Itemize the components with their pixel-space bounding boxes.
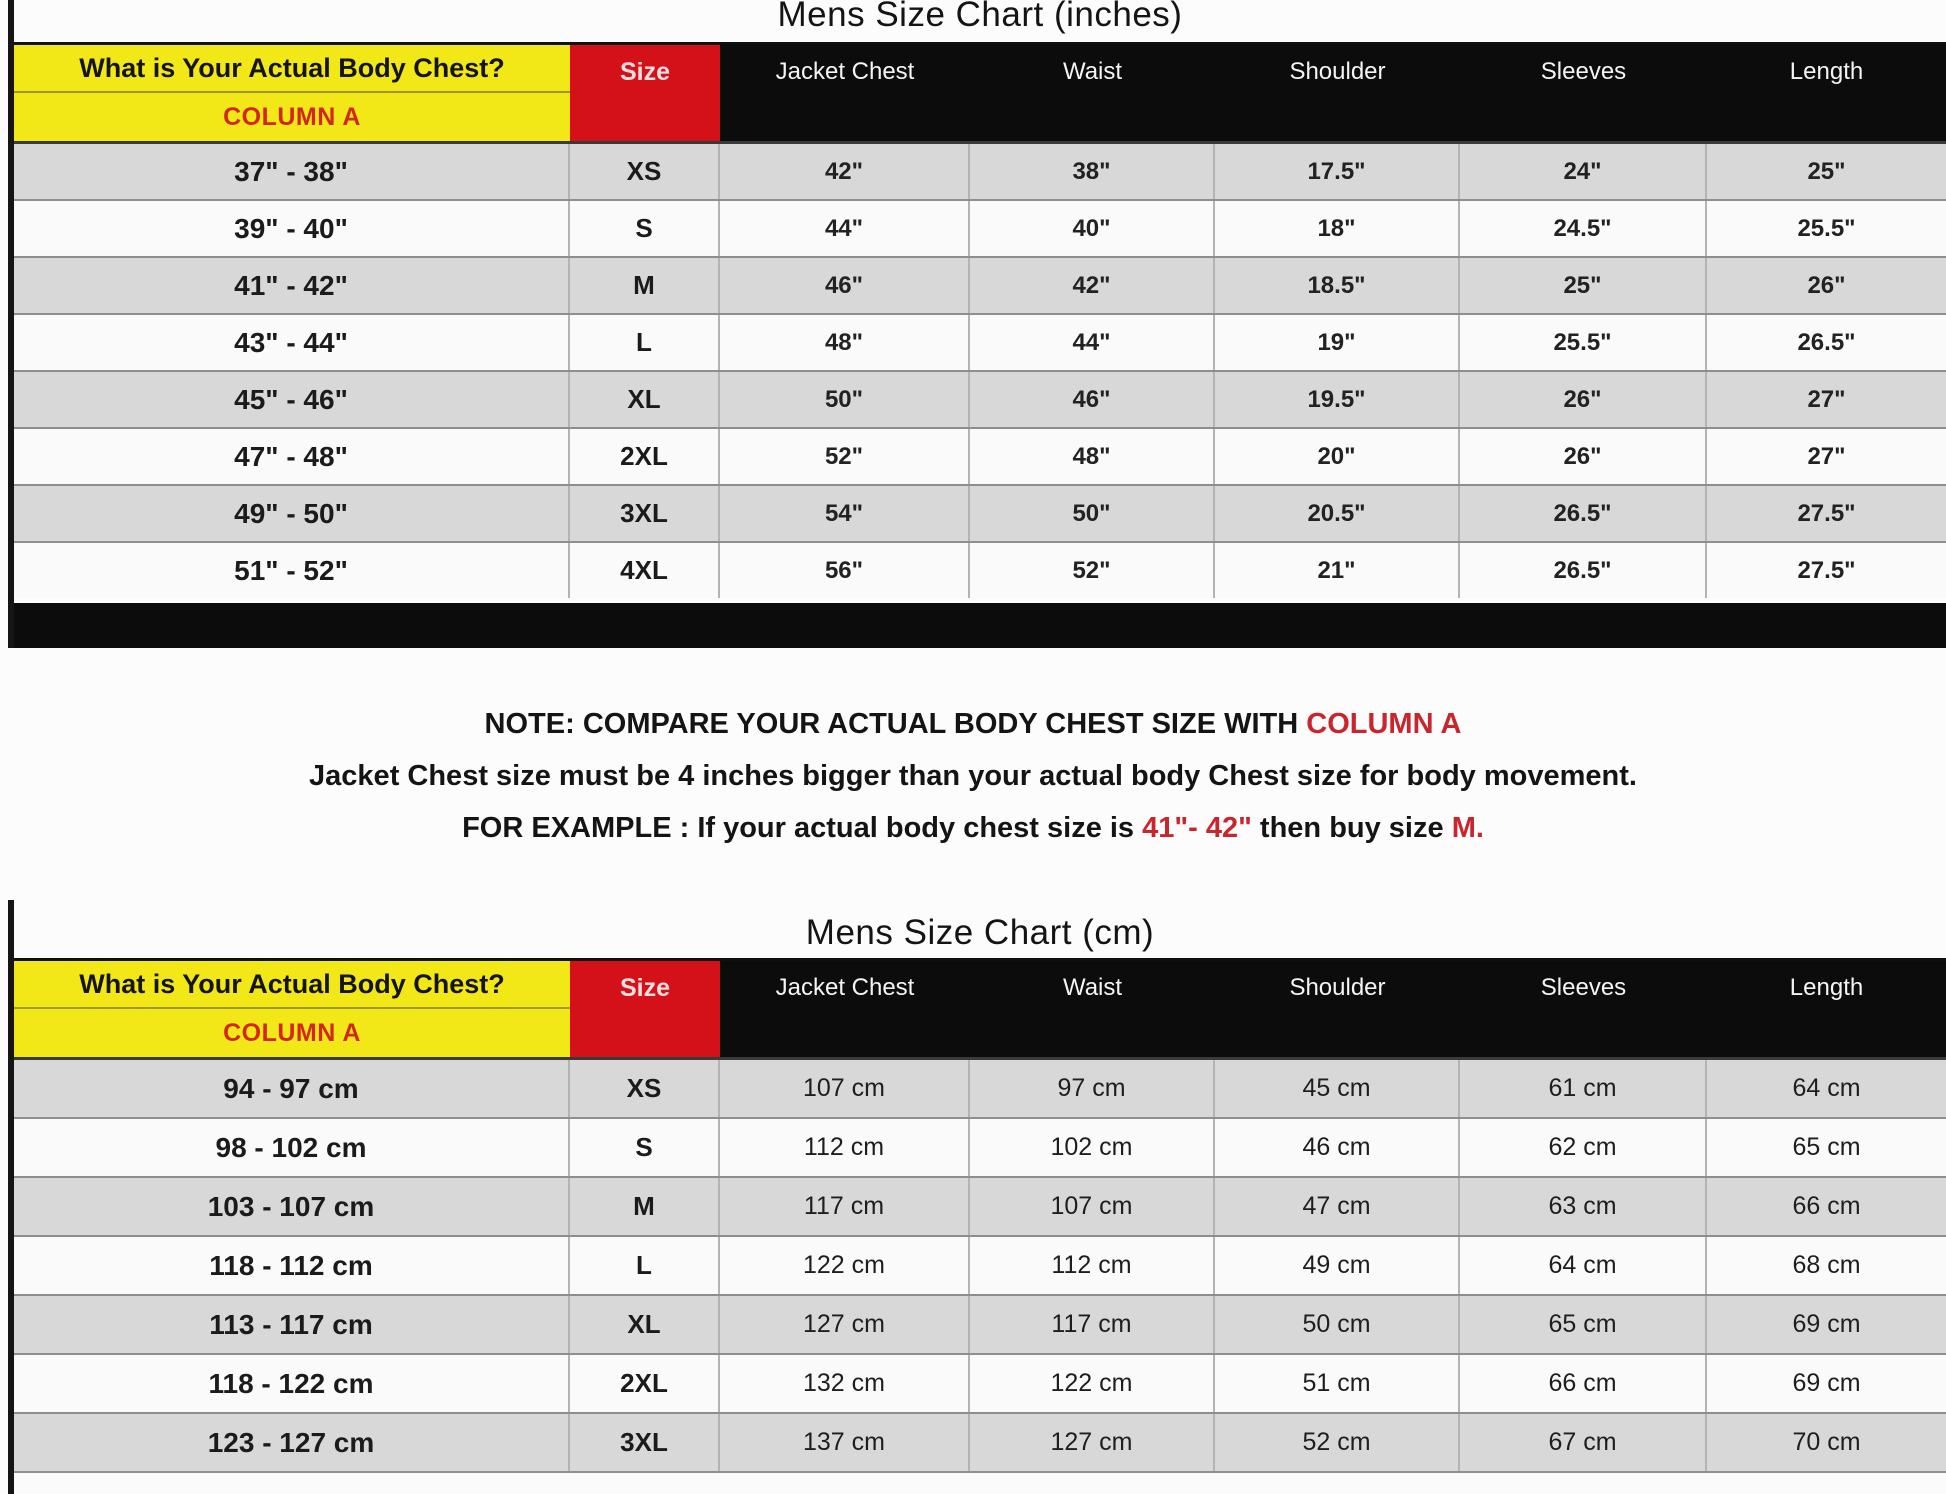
measurement-cell: 25" (1807, 157, 1846, 185)
measurement-cell: 26.5" (1797, 328, 1856, 356)
measurement-cell: 66 cm (1460, 1355, 1707, 1412)
chest-range-cell: 37" - 38" (14, 144, 570, 199)
size-cell: L (570, 315, 720, 370)
table-row (14, 1412, 1946, 1471)
measurement-cell: 20" (1215, 429, 1460, 484)
measurement-cell: 63 cm (1460, 1178, 1707, 1235)
body-chest-question: What is Your Actual Body Chest? (14, 961, 570, 1009)
measurement-cell: 26" (1460, 372, 1707, 427)
table-row (14, 1294, 1946, 1353)
measurement-cell: 26" (1460, 429, 1707, 484)
note-line-3-mid: then buy size (1251, 812, 1452, 844)
measurement-cell: 62 cm (1460, 1119, 1707, 1176)
note-section (0, 698, 1946, 854)
table-row (14, 370, 1946, 427)
measurement-cell: 27" (1807, 385, 1846, 413)
measurement-cell: 56" (720, 543, 970, 598)
column-header: Sleeves (1540, 974, 1627, 1001)
size-column-header: Size (570, 961, 720, 1057)
measurement-cell: 132 cm (720, 1355, 970, 1412)
table-row (14, 144, 1946, 199)
measurement-cell: 42" (970, 258, 1215, 313)
measurement-cell: 46" (720, 258, 970, 313)
measurement-cell: 64 cm (1792, 1074, 1861, 1102)
table-row (14, 1060, 1946, 1117)
measurement-cell: 122 cm (970, 1355, 1215, 1412)
note-line-1-text: NOTE: COMPARE YOUR ACTUAL BODY CHEST SIZE WITH (484, 708, 1307, 740)
measurement-cell: 44" (970, 315, 1215, 370)
note-line-3-size-letter: M. (1451, 812, 1484, 844)
measurement-cell: 52" (720, 429, 970, 484)
measurement-cell: 102 cm (970, 1119, 1215, 1176)
table-row (14, 256, 1946, 313)
size-cell: S (570, 201, 720, 256)
column-header: Sleeves (1540, 58, 1627, 85)
measurement-cell: 69 cm (1792, 1310, 1861, 1338)
measurement-cell: 52 cm (1215, 1414, 1460, 1471)
size-column-header: Size (570, 45, 720, 141)
column-header: Length (1789, 974, 1864, 1001)
measurement-cell: 66 cm (1792, 1192, 1861, 1220)
measurement-cell: 137 cm (720, 1414, 970, 1471)
measurement-cell: 117 cm (970, 1296, 1215, 1353)
measurement-cell: 127 cm (720, 1296, 970, 1353)
measurement-cell: 38" (970, 144, 1215, 199)
measurement-cell: 50 cm (1215, 1296, 1460, 1353)
chest-range-cell: 49" - 50" (14, 486, 570, 541)
chest-range-cell: 103 - 107 cm (14, 1178, 570, 1235)
size-cell: XL (570, 1296, 720, 1353)
note-line-2: Jacket Chest size must be 4 inches bigger than your actual body Chest size for body movement. (309, 760, 1637, 792)
chest-range-cell: 98 - 102 cm (14, 1119, 570, 1176)
column-header: Shoulder (1289, 974, 1386, 1001)
measurement-cell: 51 cm (1215, 1355, 1460, 1412)
measurement-cell: 65 cm (1792, 1133, 1861, 1161)
measurement-cell: 107 cm (720, 1060, 970, 1117)
size-cell: 4XL (570, 543, 720, 598)
column-header: Jacket Chest (775, 974, 915, 1001)
measurement-cell: 97 cm (970, 1060, 1215, 1117)
column-header: Waist (1062, 974, 1123, 1001)
column-a-label: COLUMN A (223, 102, 361, 131)
note-line-1 (0, 698, 1946, 750)
size-cell: M (570, 258, 720, 313)
measurement-cell: 112 cm (970, 1237, 1215, 1294)
clipped-bottom-row (14, 1471, 1946, 1494)
cm-chart-section (8, 900, 1946, 1494)
measurement-cell: 54" (720, 486, 970, 541)
chest-range-cell: 123 - 127 cm (14, 1414, 570, 1471)
table-bottom-bar (14, 603, 1946, 648)
measurement-cell: 25.5" (1797, 214, 1856, 242)
chest-range-cell: 118 - 112 cm (14, 1237, 570, 1294)
measurement-cell: 27" (1807, 442, 1846, 470)
cm-table-header (14, 958, 1946, 1057)
chest-range-cell: 39" - 40" (14, 201, 570, 256)
measurement-cell: 70 cm (1792, 1428, 1861, 1456)
column-header: Length (1789, 58, 1864, 85)
column-header: Shoulder (1289, 58, 1386, 85)
measurement-cell: 46" (970, 372, 1215, 427)
size-cell: M (570, 1178, 720, 1235)
measurement-cell: 20.5" (1215, 486, 1460, 541)
measurement-column-headers (720, 961, 1946, 1057)
measurement-cell: 48" (970, 429, 1215, 484)
table-row (14, 427, 1946, 484)
table-row (14, 1176, 1946, 1235)
measurement-cell: 47 cm (1215, 1178, 1460, 1235)
measurement-cell: 50" (970, 486, 1215, 541)
measurement-cell: 50" (720, 372, 970, 427)
size-cell: XL (570, 372, 720, 427)
measurement-cell: 46 cm (1215, 1119, 1460, 1176)
measurement-cell: 122 cm (720, 1237, 970, 1294)
inches-table-header (14, 42, 1946, 141)
cm-title-strip (14, 900, 1946, 958)
measurement-cell: 21" (1215, 543, 1460, 598)
measurement-cell: 67 cm (1460, 1414, 1707, 1471)
body-chest-question-cell (14, 45, 570, 141)
measurement-cell: 25" (1460, 258, 1707, 313)
measurement-cell: 127 cm (970, 1414, 1215, 1471)
note-line-3-size-range: 41"- 42" (1142, 812, 1252, 844)
measurement-cell: 24.5" (1460, 201, 1707, 256)
measurement-cell: 61 cm (1460, 1060, 1707, 1117)
measurement-cell: 42" (720, 144, 970, 199)
note-line-1-highlight: COLUMN A (1306, 708, 1462, 740)
chest-range-cell: 113 - 117 cm (14, 1296, 570, 1353)
table-row (14, 541, 1946, 598)
chest-range-cell: 118 - 122 cm (14, 1355, 570, 1412)
cm-table-body (14, 1057, 1946, 1471)
measurement-cell: 68 cm (1792, 1251, 1861, 1279)
table-row (14, 1353, 1946, 1412)
measurement-cell: 107 cm (970, 1178, 1215, 1235)
size-cell: 3XL (570, 486, 720, 541)
measurement-cell: 25.5" (1460, 315, 1707, 370)
size-cell: 3XL (570, 1414, 720, 1471)
measurement-cell: 26.5" (1460, 543, 1707, 598)
table-row (14, 484, 1946, 541)
table-row (14, 313, 1946, 370)
table-row (14, 1235, 1946, 1294)
inches-table-body (14, 141, 1946, 598)
column-a-label: COLUMN A (223, 1018, 361, 1047)
measurement-cell: 40" (970, 201, 1215, 256)
measurement-cell: 65 cm (1460, 1296, 1707, 1353)
inches-chart-section (8, 0, 1946, 648)
table-row (14, 1117, 1946, 1176)
measurement-cell: 26" (1807, 271, 1846, 299)
measurement-cell: 26.5" (1460, 486, 1707, 541)
measurement-cell: 17.5" (1215, 144, 1460, 199)
measurement-cell: 48" (720, 315, 970, 370)
size-cell: XS (570, 144, 720, 199)
measurement-cell: 52" (970, 543, 1215, 598)
inches-chart-title: Mens Size Chart (inches) (777, 0, 1183, 34)
measurement-cell: 19" (1215, 315, 1460, 370)
chest-range-cell: 51" - 52" (14, 543, 570, 598)
size-cell: 2XL (570, 1355, 720, 1412)
measurement-cell: 27.5" (1797, 556, 1856, 584)
chest-range-cell: 47" - 48" (14, 429, 570, 484)
measurement-cell: 112 cm (720, 1119, 970, 1176)
note-line-3 (0, 802, 1946, 854)
note-line-3-text: FOR EXAMPLE : If your actual body chest size is (462, 812, 1143, 844)
measurement-cell: 69 cm (1792, 1369, 1861, 1397)
size-cell: L (570, 1237, 720, 1294)
measurement-cell: 18.5" (1215, 258, 1460, 313)
column-header: Jacket Chest (775, 58, 915, 85)
chest-range-cell: 41" - 42" (14, 258, 570, 313)
body-chest-question-cell (14, 961, 570, 1057)
measurement-cell: 24" (1460, 144, 1707, 199)
size-cell: 2XL (570, 429, 720, 484)
measurement-cell: 27.5" (1797, 499, 1856, 527)
column-header: Waist (1062, 58, 1123, 85)
measurement-column-headers (720, 45, 1946, 141)
body-chest-question: What is Your Actual Body Chest? (14, 45, 570, 93)
measurement-cell: 64 cm (1460, 1237, 1707, 1294)
measurement-cell: 49 cm (1215, 1237, 1460, 1294)
inches-title-strip (14, 0, 1946, 42)
chest-range-cell: 43" - 44" (14, 315, 570, 370)
measurement-cell: 44" (720, 201, 970, 256)
cm-chart-title: Mens Size Chart (cm) (805, 913, 1155, 952)
measurement-cell: 45 cm (1215, 1060, 1460, 1117)
table-row (14, 199, 1946, 256)
chest-range-cell: 45" - 46" (14, 372, 570, 427)
measurement-cell: 117 cm (720, 1178, 970, 1235)
chest-range-cell: 94 - 97 cm (14, 1060, 570, 1117)
size-cell: XS (570, 1060, 720, 1117)
size-cell: S (570, 1119, 720, 1176)
measurement-cell: 19.5" (1215, 372, 1460, 427)
measurement-cell: 18" (1215, 201, 1460, 256)
